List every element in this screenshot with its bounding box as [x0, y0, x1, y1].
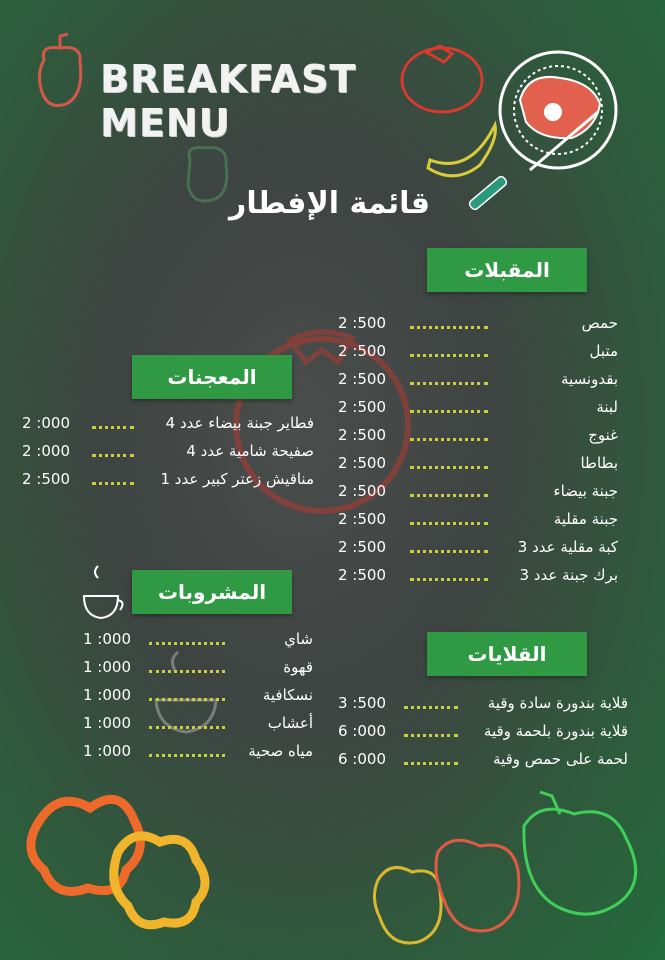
- menu-item-row: [338, 722, 628, 748]
- menu-item-price: 1 :000: [83, 714, 131, 732]
- menu-item-row: [83, 714, 313, 740]
- menu-item-price: 2 :500: [338, 538, 386, 556]
- dotted-leader: [404, 734, 458, 737]
- menu-item-name: قلاية بندورة بلحمة وقية: [483, 722, 628, 740]
- dotted-leader: [92, 426, 134, 429]
- menu-item-row: [83, 630, 313, 656]
- dotted-leader: [404, 706, 458, 709]
- dotted-leader: [92, 454, 134, 457]
- menu-item-row: [338, 314, 618, 340]
- menu-item-name: مياه صحية: [248, 742, 313, 760]
- section-header-fried: القلايات: [427, 632, 587, 676]
- dotted-leader: [410, 466, 488, 469]
- menu-item-price: 2 :500: [338, 314, 386, 332]
- menu-item-price: 1 :000: [83, 658, 131, 676]
- dotted-leader: [410, 522, 488, 525]
- menu-item-price: 2 :000: [22, 442, 70, 460]
- menu-item-name: غنوج: [588, 426, 618, 444]
- menu-item-price: 2 :500: [338, 454, 386, 472]
- menu-item-name: لحمة على حمص وقية: [493, 750, 628, 768]
- menu-item-row: [338, 342, 618, 368]
- title-arabic: قائمة الإفطار: [229, 186, 430, 221]
- menu-item-name: بطاطا: [580, 454, 618, 472]
- menu-item-row: [338, 538, 618, 564]
- menu-item-name: فطاير جبنة بيضاء عدد 4: [165, 414, 314, 432]
- menu-item-name: كبة مقلية عدد 3: [517, 538, 618, 556]
- menu-item-name: جبنة بيضاء: [553, 482, 618, 500]
- section-header-drinks: المشروبات: [132, 570, 292, 614]
- menu-item-price: 2 :500: [338, 398, 386, 416]
- menu-item-row: [83, 686, 313, 712]
- coffee-cup-icon: [84, 566, 123, 618]
- dotted-leader: [92, 482, 134, 485]
- menu-item-row: [338, 510, 618, 536]
- menu-item-row: [338, 482, 618, 508]
- dotted-leader: [149, 754, 225, 757]
- menu-item-row: [83, 658, 313, 684]
- pepper-outline-icon: [39, 34, 80, 106]
- menu-item-price: 6 :000: [338, 750, 386, 768]
- menu-item-name: حمص: [581, 314, 618, 332]
- menu-item-name: مناقيش زعتر كبير عدد 1: [160, 470, 314, 488]
- peppers-cluster-icon: [374, 792, 635, 943]
- dotted-leader: [410, 550, 488, 553]
- menu-item-name: لبنة: [596, 398, 618, 416]
- menu-item-row: [22, 414, 314, 440]
- menu-item-price: 6 :000: [338, 722, 386, 740]
- dotted-leader: [410, 438, 488, 441]
- menu-item-price: 2 :500: [338, 342, 386, 360]
- chili-outline-icon: [428, 125, 495, 176]
- menu-item-name: شاي: [284, 630, 313, 648]
- menu-item-price: 1 :000: [83, 742, 131, 760]
- dotted-leader: [410, 354, 488, 357]
- menu-item-name: صفيحة شامية عدد 4: [186, 442, 314, 460]
- dotted-leader: [149, 670, 225, 673]
- dotted-leader: [149, 642, 225, 645]
- pepper-rings-icon: [31, 799, 205, 924]
- dotted-leader: [149, 726, 225, 729]
- menu-item-row: [338, 398, 618, 424]
- menu-item-name: قهوة: [283, 658, 313, 676]
- dotted-leader: [404, 762, 458, 765]
- dotted-leader: [410, 578, 488, 581]
- menu-item-name: أعشاب: [267, 714, 313, 732]
- menu-item-price: 1 :000: [83, 630, 131, 648]
- dotted-leader: [410, 410, 488, 413]
- menu-item-price: 2 :500: [338, 426, 386, 444]
- menu-item-price: 2 :500: [338, 482, 386, 500]
- menu-item-row: [338, 694, 628, 720]
- dotted-leader: [410, 494, 488, 497]
- title-line-menu: MENU: [100, 101, 231, 145]
- menu-item-price: 2 :500: [338, 566, 386, 584]
- menu-item-row: [22, 470, 314, 496]
- menu-item-row: [338, 750, 628, 776]
- menu-item-price: 3 :500: [338, 694, 386, 712]
- dotted-leader: [149, 698, 225, 701]
- menu-item-row: [22, 442, 314, 468]
- menu-item-name: جبنة مقلية: [553, 510, 618, 528]
- title-line-breakfast: BREAKFAST: [100, 57, 357, 101]
- menu-item-name: قلاية بندورة سادة وقية: [487, 694, 628, 712]
- title-english: [100, 57, 357, 145]
- menu-item-price: 1 :000: [83, 686, 131, 704]
- menu-item-price: 2 :500: [338, 370, 386, 388]
- dotted-leader: [410, 382, 488, 385]
- menu-item-price: 2 :500: [338, 510, 386, 528]
- section-header-appetizers: المقبلات: [427, 248, 587, 292]
- menu-item-name: برك جبنة عدد 3: [519, 566, 618, 584]
- menu-item-row: [338, 566, 618, 592]
- menu-item-row: [338, 370, 618, 396]
- menu-item-name: بقدونسية: [560, 370, 618, 388]
- menu-item-price: 2 :000: [22, 414, 70, 432]
- dotted-leader: [410, 326, 488, 329]
- menu-item-row: [338, 454, 618, 480]
- tomato-outline-icon: [402, 46, 482, 112]
- menu-item-name: نسكافية: [262, 686, 313, 704]
- section-header-pastries: المعجنات: [132, 355, 292, 399]
- menu-item-price: 2 :500: [22, 470, 70, 488]
- menu-item-name: متبل: [589, 342, 618, 360]
- menu-item-row: [338, 426, 618, 452]
- menu-item-row: [83, 742, 313, 768]
